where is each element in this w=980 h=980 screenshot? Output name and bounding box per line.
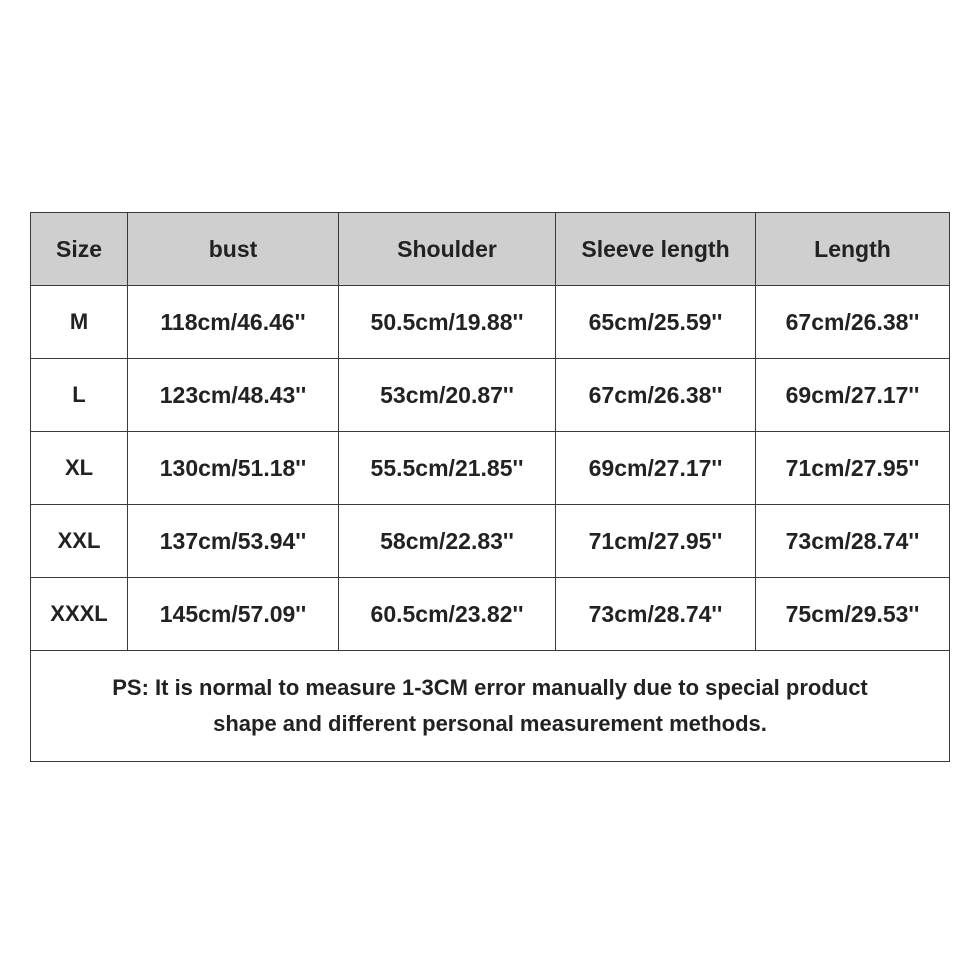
bust-cell: 137cm/53.94''	[128, 505, 339, 578]
bust-cell: 145cm/57.09''	[128, 578, 339, 651]
header-row	[31, 213, 950, 286]
table-row	[31, 286, 950, 359]
header-length: Length	[756, 213, 950, 286]
header-size: Size	[31, 213, 128, 286]
shoulder-cell: 60.5cm/23.82''	[339, 578, 556, 651]
bust-cell: 130cm/51.18''	[128, 432, 339, 505]
sleeve-length-cell: 67cm/26.38''	[556, 359, 756, 432]
length-cell: 67cm/26.38''	[756, 286, 950, 359]
note-row	[31, 651, 950, 762]
size-cell: M	[31, 286, 128, 359]
header-bust: bust	[128, 213, 339, 286]
table-row	[31, 578, 950, 651]
sleeve-length-cell: 65cm/25.59''	[556, 286, 756, 359]
measurement-note	[31, 651, 950, 762]
length-cell: 69cm/27.17''	[756, 359, 950, 432]
table-row	[31, 505, 950, 578]
header-shoulder: Shoulder	[339, 213, 556, 286]
size-chart-table	[30, 212, 950, 762]
header-sleeve-length: Sleeve length	[556, 213, 756, 286]
shoulder-cell: 55.5cm/21.85''	[339, 432, 556, 505]
note-line-2: shape and different personal measurement methods.	[213, 711, 767, 736]
size-cell: L	[31, 359, 128, 432]
size-cell: XL	[31, 432, 128, 505]
shoulder-cell: 50.5cm/19.88''	[339, 286, 556, 359]
sleeve-length-cell: 71cm/27.95''	[556, 505, 756, 578]
size-cell: XXXL	[31, 578, 128, 651]
bust-cell: 123cm/48.43''	[128, 359, 339, 432]
length-cell: 73cm/28.74''	[756, 505, 950, 578]
shoulder-cell: 58cm/22.83''	[339, 505, 556, 578]
sleeve-length-cell: 69cm/27.17''	[556, 432, 756, 505]
length-cell: 75cm/29.53''	[756, 578, 950, 651]
sleeve-length-cell: 73cm/28.74''	[556, 578, 756, 651]
length-cell: 71cm/27.95''	[756, 432, 950, 505]
table-row	[31, 359, 950, 432]
note-line-1: PS: It is normal to measure 1-3CM error manually due to special product	[112, 675, 868, 700]
shoulder-cell: 53cm/20.87''	[339, 359, 556, 432]
size-cell: XXL	[31, 505, 128, 578]
bust-cell: 118cm/46.46''	[128, 286, 339, 359]
table-row	[31, 432, 950, 505]
